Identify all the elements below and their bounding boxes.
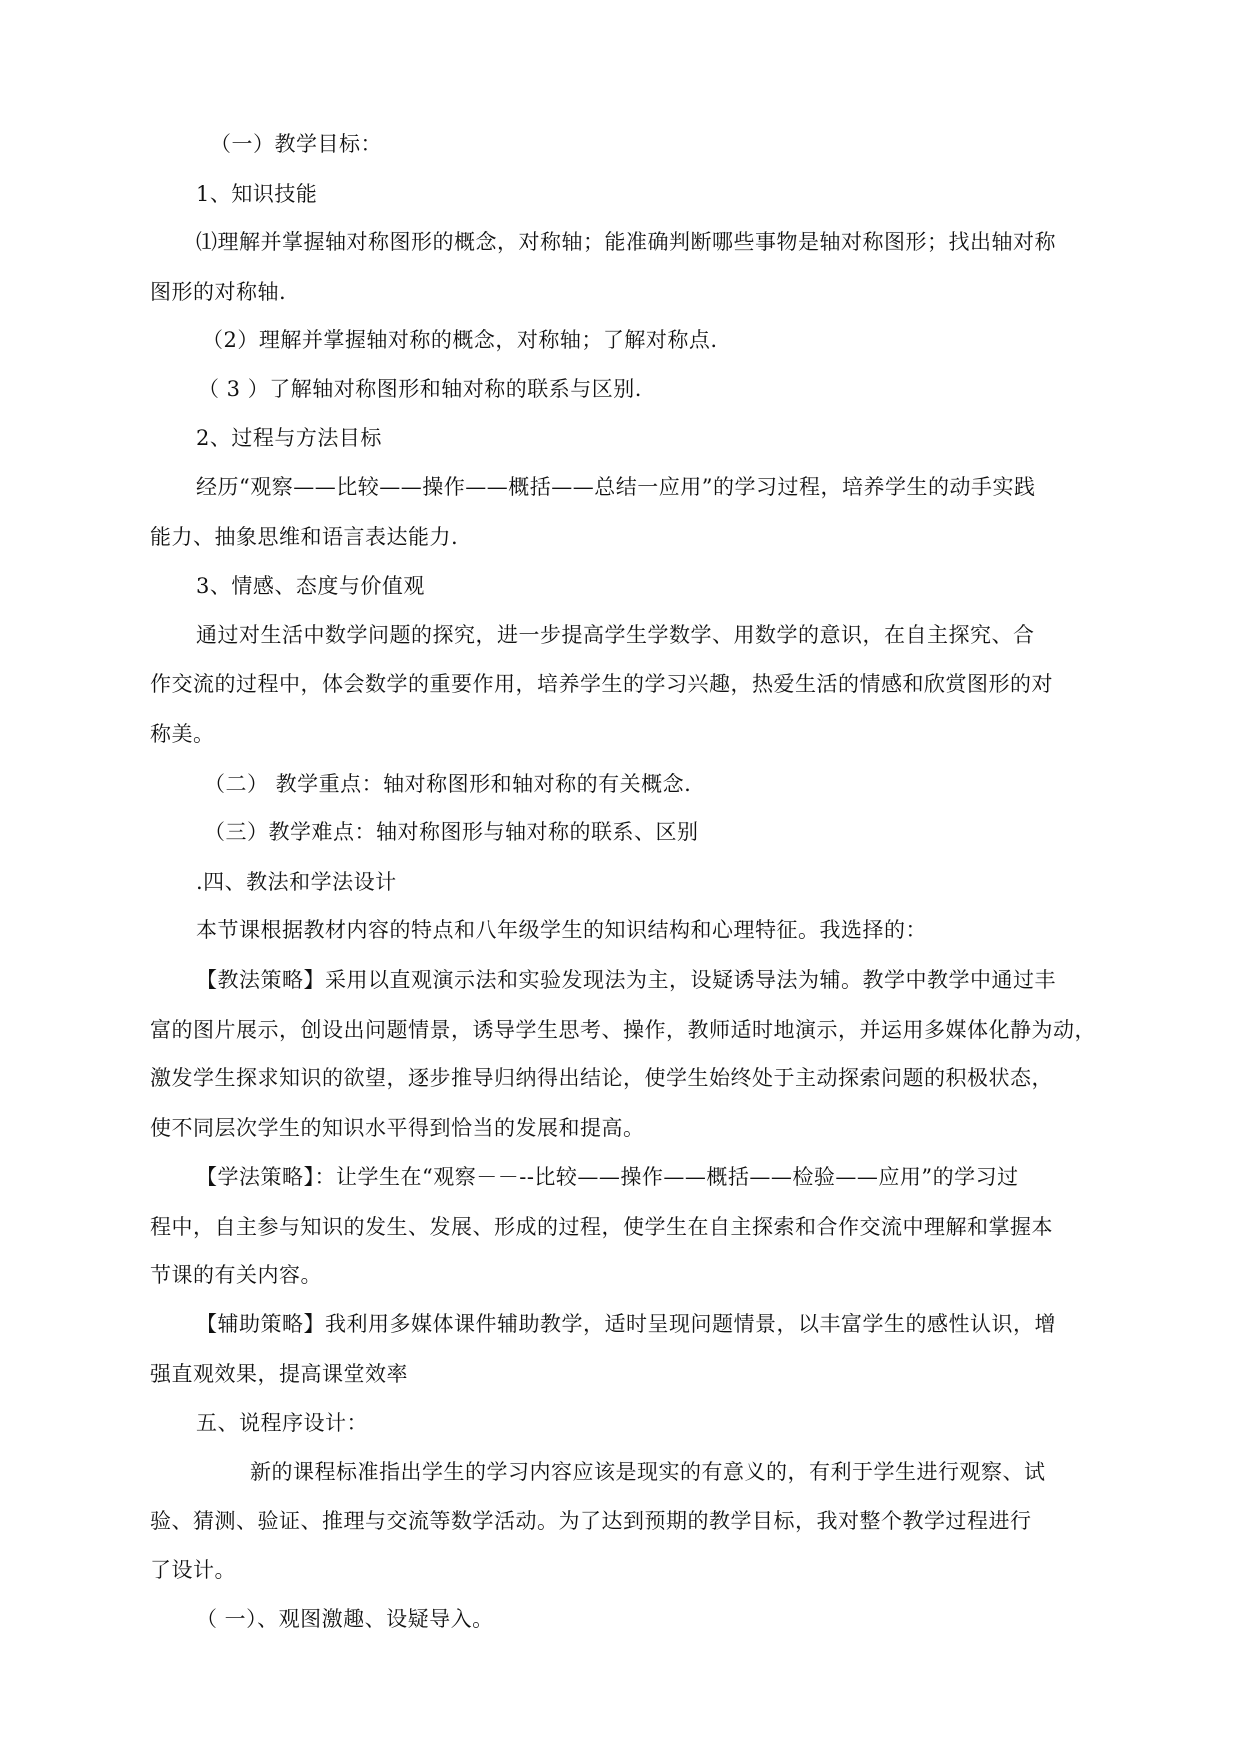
subheading-emotion-values: 3、情感、态度与价值观: [196, 574, 425, 598]
section-heading-key-points: （二） 教学重点：轴对称图形和轴对称的有关概念.: [204, 772, 692, 796]
paragraph-line: （2）理解并掌握轴对称的概念，对称轴；了解对称点.: [202, 328, 718, 352]
paragraph-line: ⑴理解并掌握轴对称图形的概念，对称轴；能准确判断哪些事物是轴对称图形；找出轴对称: [196, 230, 1056, 254]
paragraph-line: 通过对生活中数学问题的探究，进一步提高学生学数学、用数学的意识，在自主探究、合: [196, 623, 1035, 647]
paragraph-line: 图形的对称轴.: [150, 280, 287, 304]
section-heading-program-design: 五、说程序设计：: [196, 1411, 368, 1435]
subheading-knowledge-skills: 1、知识技能: [196, 182, 318, 206]
section-heading-difficulties: （三）教学难点：轴对称图形与轴对称的联系、区别: [204, 820, 699, 844]
paragraph-line: 经历“观察——比较——操作——概括——总结一应用”的学习过程，培养学生的动手实践: [196, 475, 1036, 499]
section-heading-teaching-goals: （一）教学目标：: [210, 132, 382, 156]
paragraph-line: 强直观效果，提高课堂效率: [150, 1362, 408, 1386]
paragraph-line: 节课的有关内容。: [150, 1263, 322, 1287]
paragraph-line: 了设计。: [150, 1558, 236, 1582]
paragraph-line: 【学法策略】：让学生在“观察－－--比较——操作——概括——检验——应用”的学习过: [196, 1165, 1019, 1189]
paragraph-line: 富的图片展示，创设出问题情景，诱导学生思考、操作，教师适时地演示，并运用多媒体化静为动，: [150, 1018, 1096, 1042]
paragraph-line: 程中，自主参与知识的发生、发展、形成的过程，使学生在自主探索和合作交流中理解和掌握本: [150, 1215, 1053, 1239]
paragraph-line: 激发学生探求知识的欲望，逐步推导归纳得出结论，使学生始终处于主动探索问题的积极状态，: [150, 1066, 1053, 1090]
paragraph-line: 【教法策略】采用以直观演示法和实验发现法为主，设疑诱导法为辅。教学中教学中通过丰: [196, 968, 1056, 992]
paragraph-line: 使不同层次学生的知识水平得到恰当的发展和提高。: [150, 1116, 645, 1140]
paragraph-line: 称美。: [150, 722, 215, 746]
section-heading-methods-design: .四、教法和学法设计: [196, 870, 397, 894]
paragraph-line: 本节课根据教材内容的特点和八年级学生的知识结构和心理特征。我选择的：: [196, 918, 927, 942]
paragraph-line: 验、猜测、验证、推理与交流等数学活动。为了达到预期的教学目标，我对整个教学过程进行: [150, 1509, 1032, 1533]
paragraph-line: 作交流的过程中，体会数学的重要作用，培养学生的学习兴趣，热爱生活的情感和欣赏图形的对: [150, 672, 1053, 696]
subheading-process-methods: 2、过程与方法目标: [196, 426, 382, 450]
paragraph-line: （ 3 ）了解轴对称图形和轴对称的联系与区别.: [198, 377, 642, 401]
paragraph-line: 【辅助策略】我利用多媒体课件辅助教学，适时呈现问题情景，以丰富学生的感性认识，增: [196, 1312, 1056, 1336]
paragraph-line: 能力、抽象思维和语言表达能力.: [150, 525, 459, 549]
subheading-intro-step: （ 一）、观图激趣、设疑导入。: [196, 1607, 494, 1631]
paragraph-line: 新的课程标准指出学生的学习内容应该是现实的有意义的，有利于学生进行观察、试: [250, 1460, 1046, 1484]
